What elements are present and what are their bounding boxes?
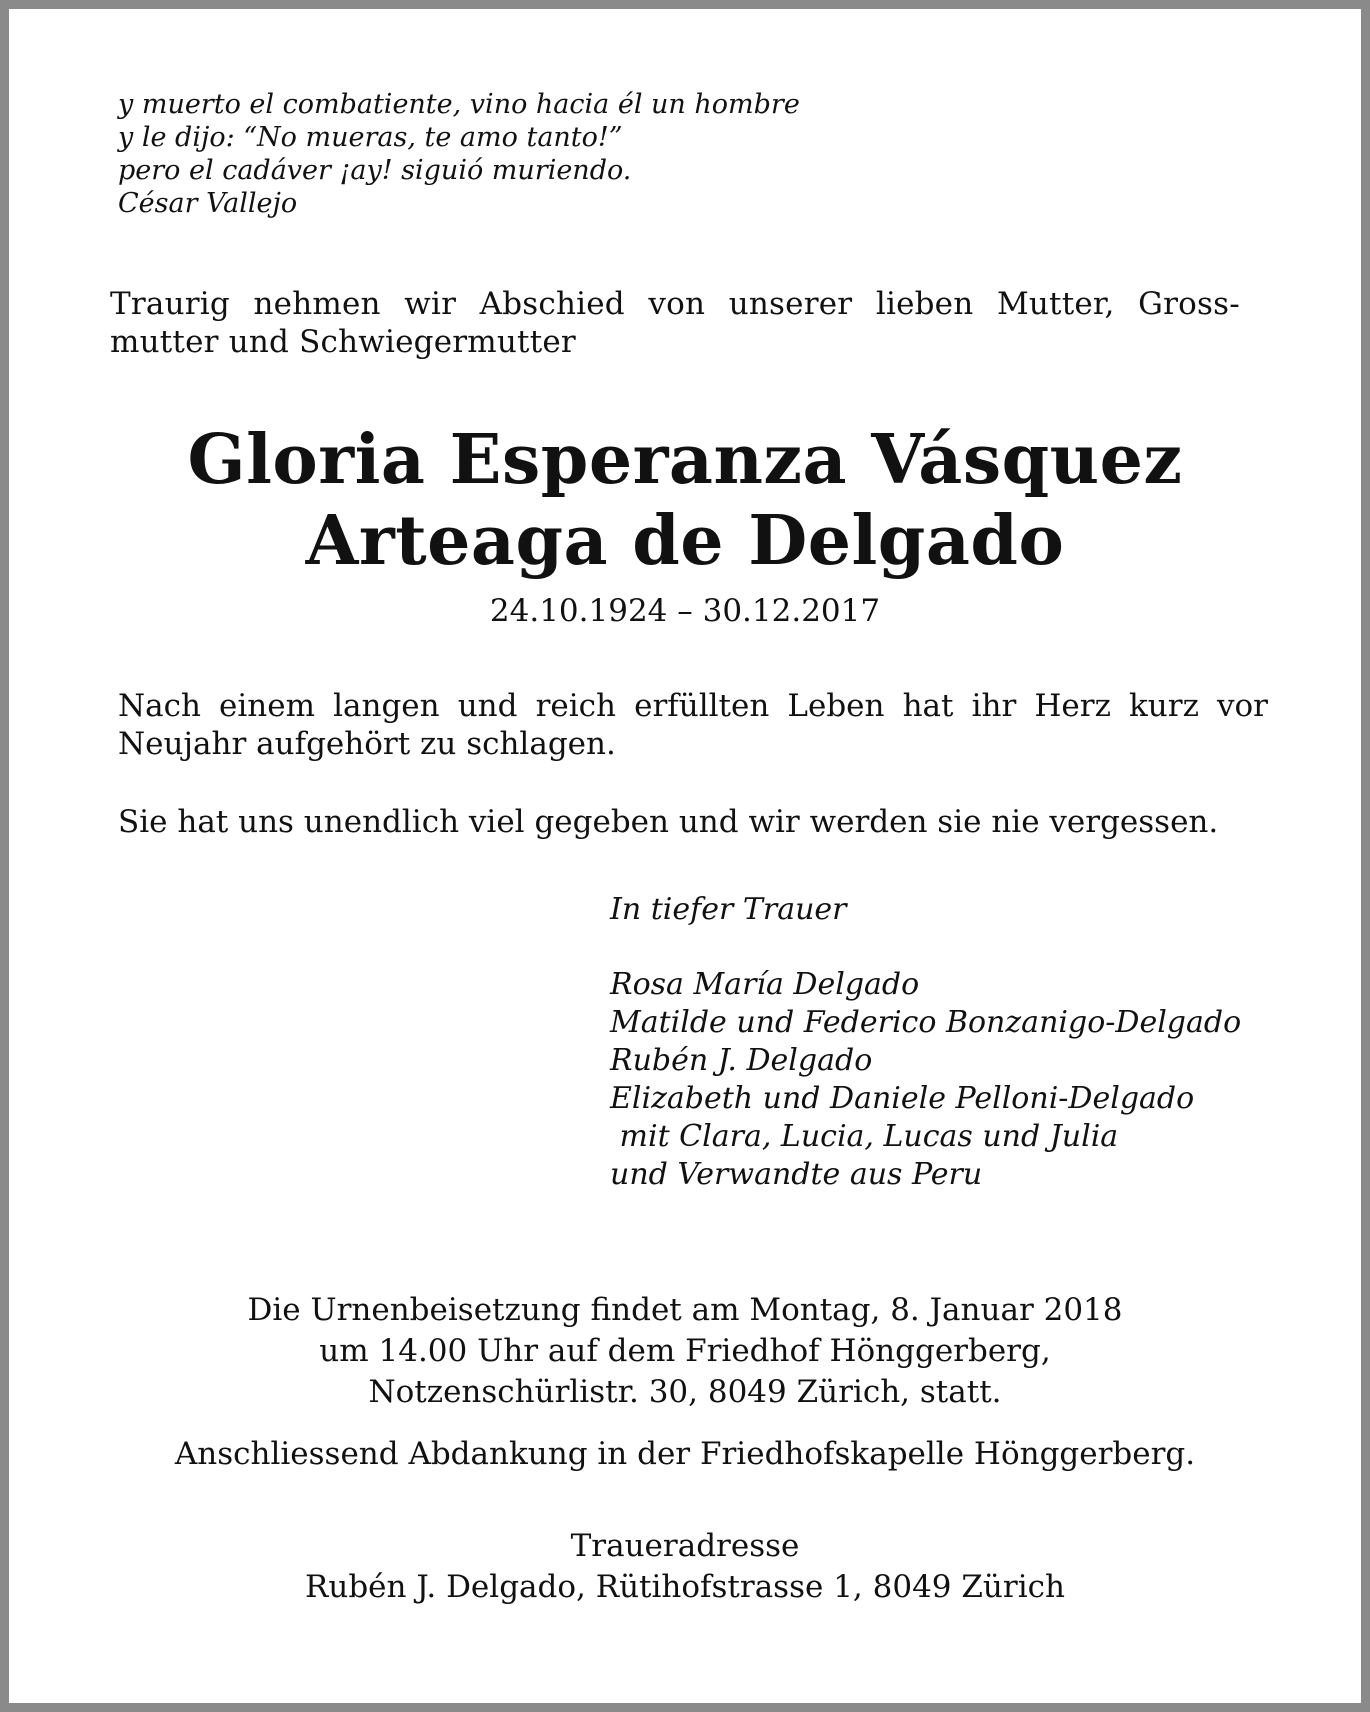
body-paragraph-2: Sie hat uns unendlich viel gegeben und wir werden sie nie vergessen. xyxy=(118,804,1219,840)
intro-text xyxy=(110,285,1240,361)
mourner-name: Matilde und Federico Bonzanigo-Delgado xyxy=(610,1005,1242,1040)
address-text: Rubén J. Delgado, Rütihofstrasse 1, 8049 Zürich xyxy=(305,1569,1065,1605)
body-word: ihr xyxy=(971,688,1017,724)
body-paragraph-1 xyxy=(118,687,1268,763)
farewell-line: Anschliessend Abdankung in der Friedhofskapelle Hönggerberg. xyxy=(174,1436,1196,1472)
body-line-2: Neujahr aufgehört zu schlagen. xyxy=(118,726,616,762)
intro-word: Traurig xyxy=(110,286,230,322)
life-dates: 24.10.1924 – 30.12.2017 xyxy=(489,593,881,629)
intro-word: wir xyxy=(404,286,457,322)
intro-word: nehmen xyxy=(253,286,381,322)
body-word: vor xyxy=(1217,688,1268,724)
poem-author: César Vallejo xyxy=(118,188,298,219)
intro-word: Gross- xyxy=(1138,286,1240,322)
body-word: hat xyxy=(902,688,954,724)
body-word: erfüllten xyxy=(634,688,770,724)
intro-word: von xyxy=(648,286,706,322)
body-word: Nach xyxy=(118,688,201,724)
intro-word: Abschied xyxy=(479,286,625,322)
burial-line: Notzenschürlistr. 30, 8049 Zürich, statt. xyxy=(368,1374,1002,1410)
body-word: langen xyxy=(333,688,440,724)
intro-word: unserer xyxy=(728,286,853,322)
burial-line: Die Urnenbeisetzung findet am Montag, 8. Januar 2018 xyxy=(247,1292,1123,1328)
body-line-1 xyxy=(118,687,1268,725)
mourner-name: und Verwandte aus Peru xyxy=(610,1157,983,1192)
mourner-name: Elizabeth und Daniele Pelloni-Delgado xyxy=(610,1081,1195,1116)
mourners-list xyxy=(610,966,1241,1194)
intro-word: lieben xyxy=(875,286,974,322)
body-word: reich xyxy=(535,688,616,724)
body-word: einem xyxy=(219,688,315,724)
deceased-name-line-2: Arteaga de Delgado xyxy=(305,501,1065,581)
mourning-address xyxy=(0,1526,1370,1608)
body-word: und xyxy=(457,688,518,724)
burial-line: um 14.00 Uhr auf dem Friedhof Hönggerberg, xyxy=(319,1333,1051,1369)
farewell-info xyxy=(0,1434,1370,1475)
mourner-name: Rubén J. Delgado xyxy=(610,1043,873,1078)
poem-line: pero el cadáver ¡ay! siguió muriendo. xyxy=(118,155,632,186)
body-word: Herz xyxy=(1034,688,1111,724)
deceased-name xyxy=(0,420,1370,582)
mourner-name: mit Clara, Lucia, Lucas und Julia xyxy=(610,1119,1119,1154)
mourner-name: Rosa María Delgado xyxy=(610,967,920,1002)
intro-word: Mutter, xyxy=(996,286,1115,322)
intro-line-2: mutter und Schwiegermutter xyxy=(110,324,576,360)
intro-line-1 xyxy=(110,285,1240,323)
deceased-name-line-1: Gloria Esperanza Vásquez xyxy=(187,420,1183,500)
poem-line: y muerto el combatiente, vino hacia él un hombre xyxy=(118,89,800,120)
body-word: kurz xyxy=(1129,688,1199,724)
poem-quote xyxy=(118,88,800,220)
address-label: Traueradresse xyxy=(570,1528,800,1564)
poem-line: y le dijo: “No mueras, te amo tanto!” xyxy=(118,122,623,153)
mourners-heading: In tiefer Trauer xyxy=(610,892,847,927)
body-word: Leben xyxy=(787,688,885,724)
burial-info xyxy=(0,1290,1370,1413)
